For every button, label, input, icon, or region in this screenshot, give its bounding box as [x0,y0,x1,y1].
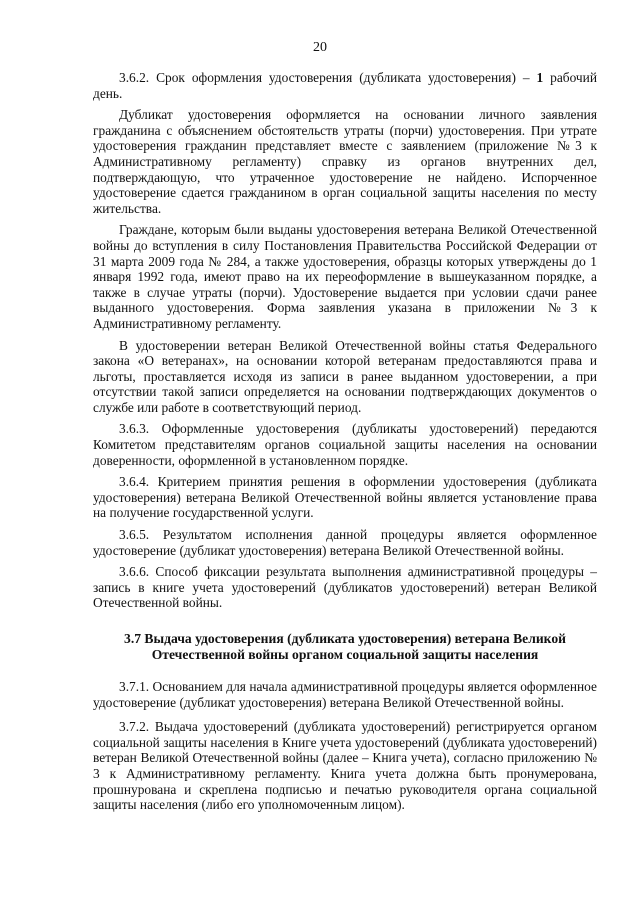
page-number: 20 [313,40,327,55]
paragraph-3-6-2-bold-number: 1 [536,70,544,85]
paragraph-3-7-2: 3.7.2. Выдача удостоверений (дубликата удостоверений) регистрируется органом социальной защиты населения в Книге учета удостоверений (дубликата удостоверений) ветеран Великой Отечественной войны (далее – Книга учета), согласно приложению № 3 к Административному регламенту. Книга учета должна быть пронумерована, прошнурована и скреплена подписью и печатью руководителя органа социальной защиты населения (либо его уполномоченным лицом). [93,719,597,813]
paragraph-3-6-5: 3.6.5. Результатом исполнения данной процедуры является оформленное удостоверение (дубликат удостоверения) ветерана Великой Отечественной войны. [93,527,597,558]
paragraph-reissue: Граждане, которым были выданы удостоверения ветерана Великой Отечественной войны до вступления в силу Постановления Правительства Российской Федерации от 31 марта 2009 года № 284, а также удостоверения, образцы которых утверждены до 1 января 1992 года, имеют право на их переоформление в вышеуказанном порядке, а также в случае утраты (порчи). Удостоверение выдается при условии сдачи ранее выданного удостоверения. Форма заявления указана в приложении №3 к Административному регламенту. [93,222,597,331]
paragraph-3-6-6: 3.6.6. Способ фиксации результата выполнения административной процедуры – запись в книге учета удостоверений (дубликатов удостоверений) ветеран Великой Отечественной войны. [93,564,597,611]
paragraph-3-7-1: 3.7.1. Основанием для начала административной процедуры является оформленное удостоверение (дубликат удостоверения) ветерана Великой Отечественной войны. [93,679,597,710]
paragraph-3-6-2-text: 3.6.2. Срок оформления удостоверения (дубликата удостоверения) – [119,70,537,85]
section-heading-3-7: 3.7 Выдача удостоверения (дубликата удостоверения) ветерана Великой Отечественной войны органом социальной защиты населения [124,631,566,662]
document-body [93,70,597,813]
paragraph-3-6-3: 3.6.3. Оформленные удостоверения (дубликаты удостоверений) передаются Комитетом представителям органов социальной защиты населения на основании доверенности, оформленной в установленном порядке. [93,421,597,468]
paragraph-3-6-4: 3.6.4. Критерием принятия решения в оформлении удостоверения (дубликата удостоверения) ветерана Великой Отечественной войны является установление права на получение государственной услуги. [93,474,597,521]
paragraph-duplicate-basis: Дубликат удостоверения оформляется на основании личного заявления гражданина с объяснением обстоятельств утраты (порчи) удостоверения. При утрате удостоверения гражданин представляет вместе с заявлением (приложение №3 к Административному регламенту) справку из органов внутренних дел, подтверждающую, что утраченное удостоверение не найдено. Испорченное удостоверение сдается гражданином в орган социальной защиты населения по месту жительства. [93,107,597,216]
paragraph-3-6-2 [93,70,597,101]
paragraph-law-article: В удостоверении ветеран Великой Отечественной войны статья Федерального закона «О ветеранах», на основании которой ветеранам предоставляются права и льготы, проставляется исходя из записи в ранее выданном удостоверении, а при отсутствии такой записи определяется на основании подтверждающих документов о службе или работе в соответствующий период. [93,337,597,415]
paragraph-3-6-2-tail: рабочий день. [93,70,597,101]
